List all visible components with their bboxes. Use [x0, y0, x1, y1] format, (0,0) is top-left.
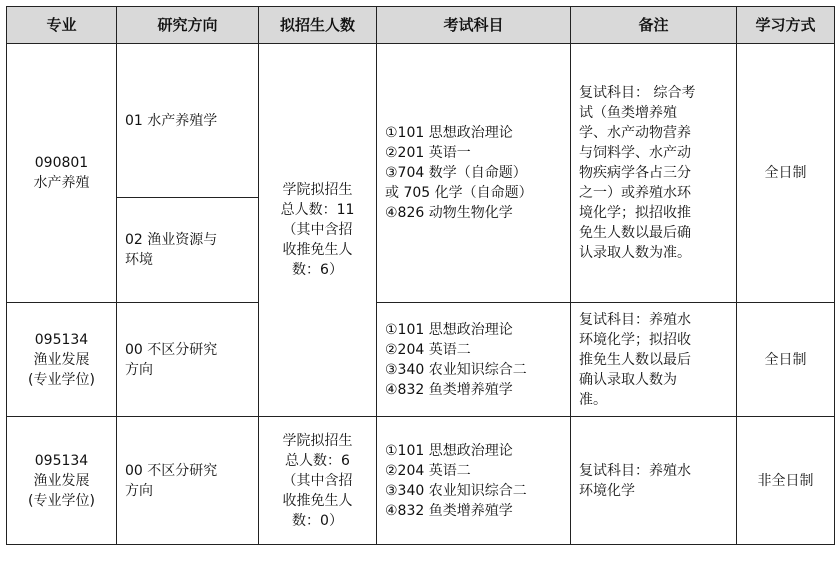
table-row: [7, 417, 835, 545]
quota-cell: 学院拟招生 总人数：6 （其中含招 收推免生人 数：0）: [259, 417, 377, 545]
quota-cell: 学院拟招生 总人数：11 （其中含招 收推免生人 数：6）: [259, 44, 377, 417]
direction-cell: 00 不区分研究 方向: [117, 303, 259, 417]
header-direction: 研究方向: [117, 7, 259, 44]
remarks-cell: 复试科目：养殖水 环境化学；拟招收 推免生人数以最后 确认录取人数为 准。: [571, 303, 737, 417]
mode-cell: 全日制: [737, 44, 835, 303]
remarks-cell: 复试科目： 综合考 试（鱼类增养殖 学、水产动物营养 与饲料学、水产动 物疾病学各占三分 之一）或养殖水环 境化学；拟招收推 免生人数以最后确 认录取人数为准。: [571, 44, 737, 303]
direction-cell: 01 水产养殖学: [117, 44, 259, 198]
header-remarks: 备注: [571, 7, 737, 44]
remarks-cell: 复试科目：养殖水 环境化学: [571, 417, 737, 545]
header-quota: 拟招生人数: [259, 7, 377, 44]
table-row: [7, 44, 835, 198]
subjects-cell: ①101 思想政治理论 ②204 英语二 ③340 农业知识综合二 ④832 鱼类增养殖学: [377, 417, 571, 545]
header-subjects: 考试科目: [377, 7, 571, 44]
table-row: [7, 303, 835, 417]
direction-cell: 02 渔业资源与 环境: [117, 198, 259, 303]
mode-cell: 非全日制: [737, 417, 835, 545]
major-cell: 095134 渔业发展 (专业学位): [7, 417, 117, 545]
header-mode: 学习方式: [737, 7, 835, 44]
major-cell: 095134 渔业发展 (专业学位): [7, 303, 117, 417]
subjects-cell: ①101 思想政治理论 ②204 英语二 ③340 农业知识综合二 ④832 鱼类增养殖学: [377, 303, 571, 417]
direction-cell: 00 不区分研究 方向: [117, 417, 259, 545]
header-row: [7, 7, 835, 44]
header-major: 专业: [7, 7, 117, 44]
subjects-cell: ①101 思想政治理论 ②201 英语一 ③704 数学（自命题） 或 705 化学（自命题） ④826 动物生物化学: [377, 44, 571, 303]
major-cell: 090801 水产养殖: [7, 44, 117, 303]
mode-cell: 全日制: [737, 303, 835, 417]
admissions-table: [6, 6, 835, 545]
